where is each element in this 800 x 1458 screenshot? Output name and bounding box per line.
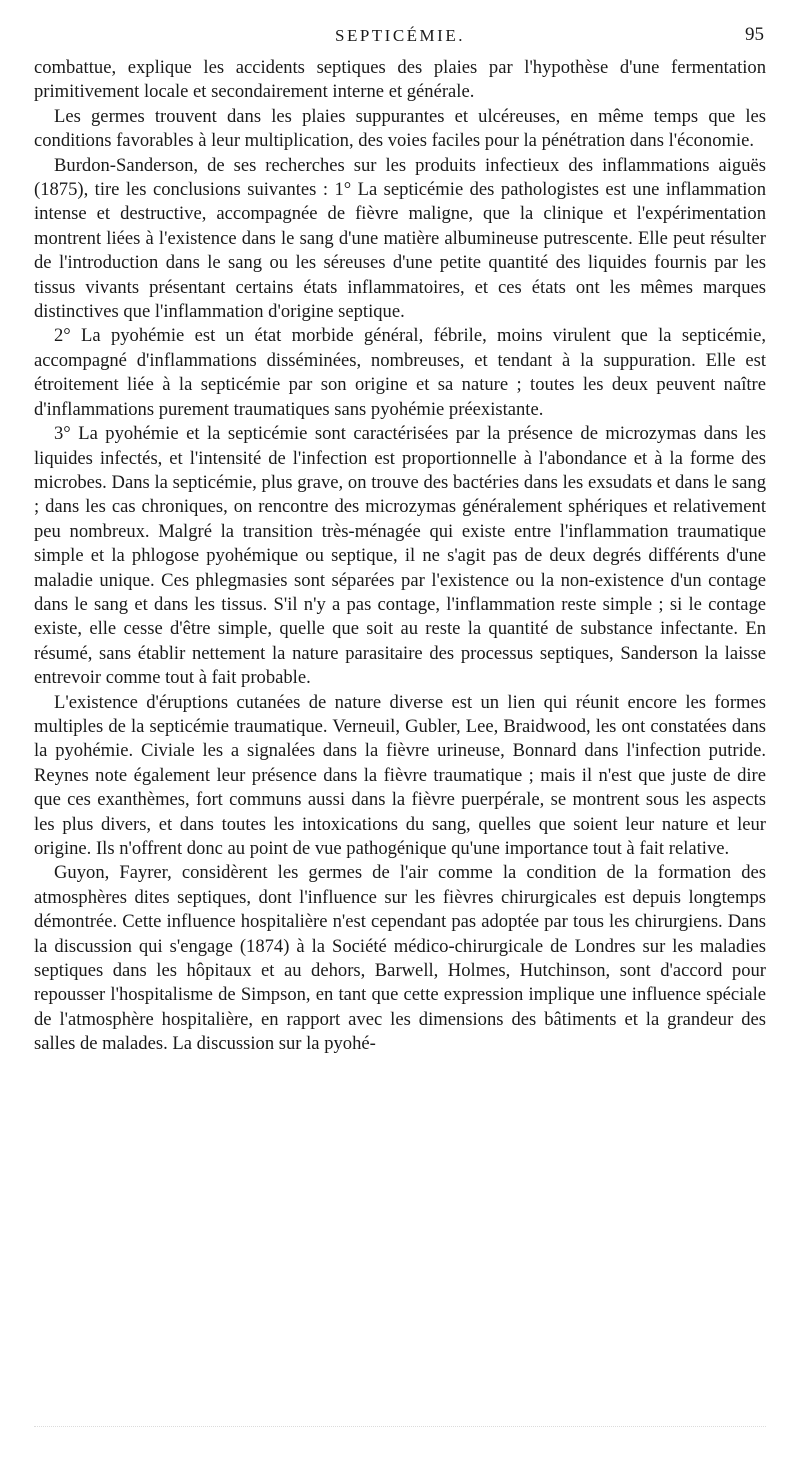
paragraph-7: Guyon, Fayrer, considèrent les germes de l'air comme la condition de la formation des atmosphères dites septiques, dont l'influence sur les fièvres chirurgicales est depuis longtemps démontrée. Cette influence hospitalière n'est cependant pas adoptée par tous les chirurgiens. Dans la discussion qui s'engage (1874) à la Société médico-chirurgicale de Londres sur les maladies septiques dans les hôpitaux et au dehors, Barwell, Holmes, Hutchinson, sont d'accord pour repousser l'hospitalisme de Simpson, en tant que cette expression implique une influence spéciale de l'atmosphère hospitalière, en rapport avec les dimensions des bâtiments et la grandeur des salles de malades. La discussion sur la pyohé- — [34, 862, 766, 1055]
paragraph-3: Burdon-Sanderson, de ses recherches sur les produits infectieux des inflammations aiguës (1875), tire les conclusions suivantes : 1° La septicémie des pathologistes est une inflammation intense et destructive, accompagnée de fièvre maligne, que la clinique et l'expérimentation montrent liées à l'existence dans le sang d'une matière albumineuse putrescente. Elle peut résulter de l'introduction dans le sang ou les séreuses d'une petite quantité des liquides fournis par les tissus vivants présentant certains états inflammatoires, et ces états ont les mêmes marques distinctives que l'inflammation d'origine septique. — [34, 154, 766, 323]
page-header — [34, 22, 766, 56]
paragraph-4: 2° La pyohémie est un état morbide général, fébrile, moins virulent que la septicémie, accompagné d'inflammations disséminées, nombreuses, et tendant à la suppuration. Elle est étroitement liée à la septicémie par son origine et sa nature ; toutes les deux peuvent naître d'inflammations purement traumatiques sans pyohémie préexistante. — [34, 325, 766, 420]
paragraph-5: 3° La pyohémie et la septicémie sont caractérisées par la présence de microzymas dans les liquides infectés, et l'intensité de l'infection est proportionnelle à l'abondance et à la forme des microbes. Dans la septicémie, plus grave, on trouve des bactéries dans les exsudats et dans le sang ; dans les cas chroniques, on rencontre des microzymas généralement sphériques et relativement peu nombreux. Malgré la transition très-ménagée qui existe entre l'inflammation traumatique simple et la phlogose pyohémique ou septique, il ne s'agit pas de deux degrés différents d'une maladie unique. Ces phlegmasies sont séparées par l'existence ou la non-existence d'un contage dans le sang et dans les tissus. S'il n'y a pas contage, l'inflammation reste simple ; si le contage existe, elle cesse d'être simple, quelle que soit au reste la quantité de substance infectante. En résumé, sans établir nettement la nature parasitaire des processus septiques, Sanderson la laisse entrevoir comme tout à fait probable. — [34, 423, 766, 689]
paragraph-6: L'existence d'éruptions cutanées de nature diverse est un lien qui réunit encore les formes multiples de la septicémie traumatique. Verneuil, Gubler, Lee, Braidwood, les ont constatées dans la pyohémie. Civiale les a signalées dans la fièvre urineuse, Bonnard dans l'infection putride. Reynes note également leur présence dans la fièvre traumatique ; mais il n'est que juste de dire que ces exanthèmes, fort communs aussi dans la fièvre puerpérale, se montrent sous les aspects les plus divers, et dans toutes les intoxications du sang, quelles que soient leur nature et leur origine. Ils n'offrent donc au point de vue pathogénique qu'une importance tout à fait relative. — [34, 691, 766, 859]
body-text — [34, 56, 766, 1057]
book-page — [34, 22, 766, 1057]
running-head: SEPTICÉMIE. — [335, 26, 465, 45]
page-number: 95 — [745, 24, 764, 45]
paragraph-1: combattue, explique les accidents septiques des plaies par l'hypothèse d'une fermentation primitivement locale et secondairement interne et générale. — [34, 57, 766, 103]
footer-scan-marks — [34, 1420, 766, 1427]
paragraph-2: Les germes trouvent dans les plaies suppurantes et ulcéreuses, en même temps que les conditions favorables à leur multiplication, des voies faciles pour la pénétration dans l'économie. — [34, 105, 766, 152]
